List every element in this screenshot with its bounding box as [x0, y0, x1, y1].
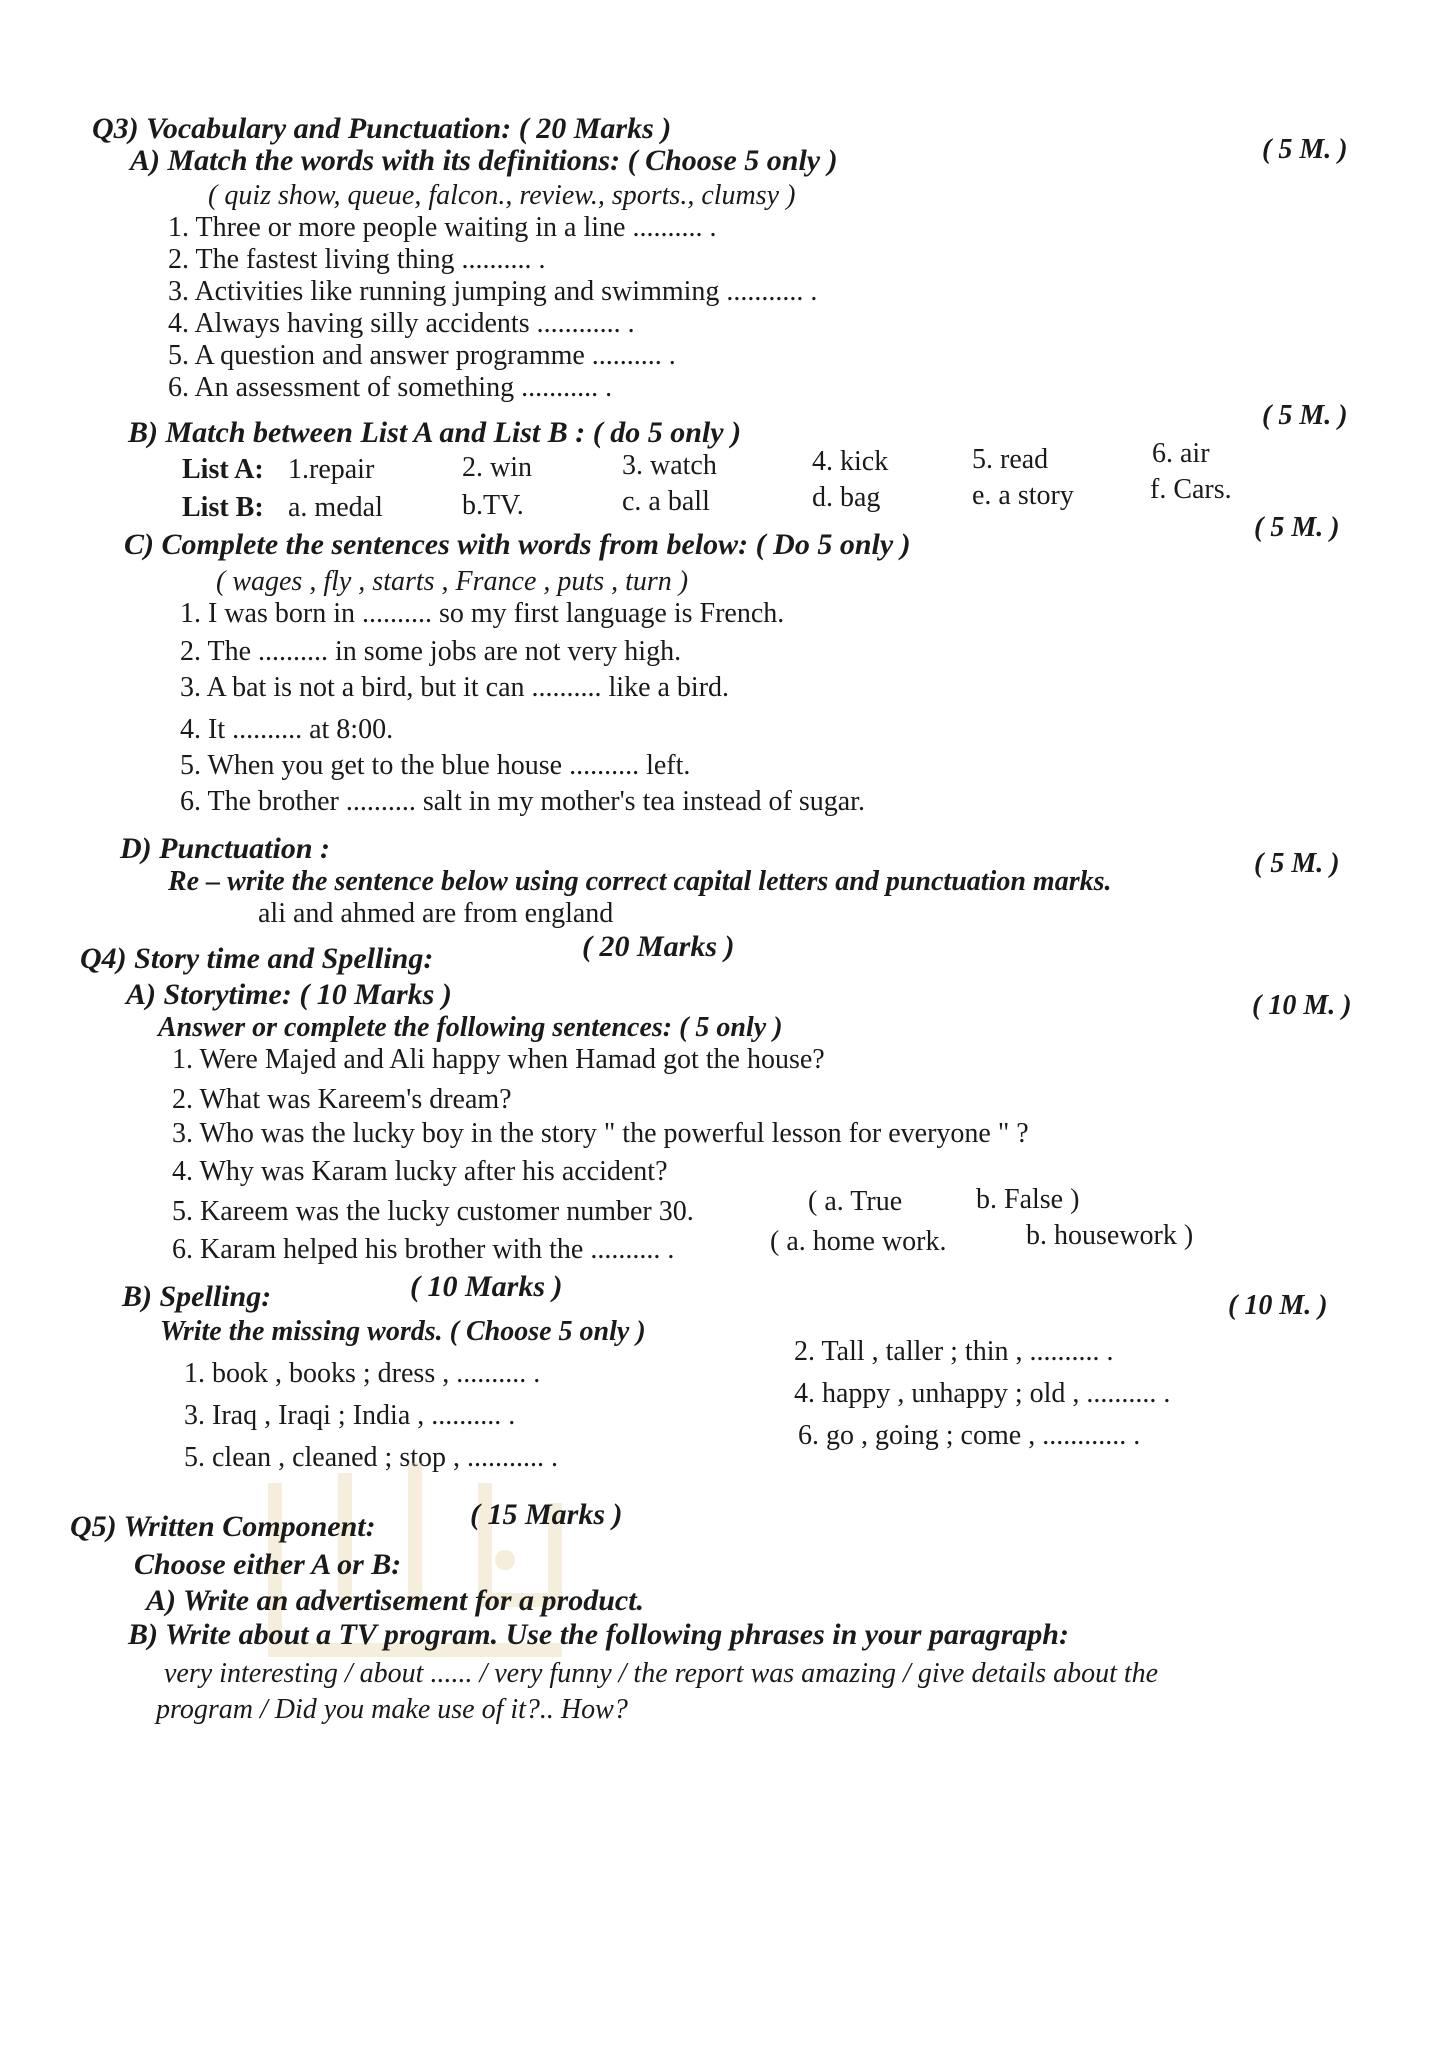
- q3a-item-1: 1. Three or more people waiting in a line .......... .: [168, 212, 717, 243]
- q3b-marks: ( 5 M. ): [1262, 400, 1348, 431]
- q4b-heading-marks: ( 10 Marks ): [410, 1270, 563, 1303]
- q3b-heading: B) Match between List A and List B : ( do 5 only ): [128, 416, 742, 449]
- list-a-item-3: 3. watch: [622, 450, 717, 481]
- list-a-item-6: 6. air: [1152, 438, 1210, 469]
- q5-option-b-heading: B) Write about a TV program. Use the following phrases in your paragraph:: [128, 1618, 1069, 1651]
- q3c-item-5: 5. When you get to the blue house .......... left.: [180, 750, 691, 781]
- q4a-heading: A) Storytime: ( 10 Marks ): [126, 978, 452, 1011]
- q3a-marks: ( 5 M. ): [1262, 134, 1348, 165]
- list-b-item-b: b.TV.: [462, 490, 524, 521]
- q3c-item-6: 6. The brother .......... salt in my mother's tea instead of sugar.: [180, 786, 865, 817]
- list-a-item-2: 2. win: [462, 452, 532, 483]
- list-a-item-1: 1.repair: [288, 454, 375, 485]
- q4b-item-1: 1. book , books ; dress , .......... .: [184, 1358, 541, 1389]
- q3c-item-1: 1. I was born in .......... so my first language is French.: [180, 598, 785, 629]
- q4b-item-6: 6. go , going ; come , ............ .: [798, 1420, 1141, 1451]
- q3a-item-6: 6. An assessment of something ........... .: [168, 372, 613, 403]
- q3c-marks: ( 5 M. ): [1254, 512, 1340, 543]
- q4b-instruction: Write the missing words. ( Choose 5 only ): [160, 1316, 646, 1347]
- q3d-marks: ( 5 M. ): [1254, 848, 1340, 879]
- list-b-item-f: f. Cars.: [1150, 474, 1232, 505]
- q5-option-b-phrases-line-1: very interesting / about ...... / very funny / the report was amazing / give details about the: [164, 1658, 1159, 1689]
- q4b-heading: B) Spelling:: [122, 1280, 272, 1313]
- q5-option-a: A) Write an advertisement for a product.: [146, 1584, 645, 1617]
- list-b-item-e: e. a story: [972, 480, 1074, 511]
- q4a-item-6-option-b: b. housework ): [1026, 1220, 1194, 1251]
- q5-title: Q5) Written Component:: [70, 1510, 376, 1543]
- q4a-item-6: 6. Karam helped his brother with the .......... .: [172, 1234, 675, 1265]
- q3c-word-bank: ( wages , fly , starts , France , puts , turn ): [216, 566, 689, 597]
- q5-title-marks: ( 15 Marks ): [470, 1498, 623, 1531]
- q4a-item-5: 5. Kareem was the lucky customer number 30.: [172, 1196, 694, 1227]
- q4-title: Q4) Story time and Spelling:: [80, 942, 434, 975]
- q4b-item-5: 5. clean , cleaned ; stop , ........... .: [184, 1442, 559, 1473]
- list-a-item-4: 4. kick: [812, 446, 889, 477]
- q3a-heading: A) Match the words with its definitions: ( Choose 5 only ): [130, 144, 838, 177]
- q4a-item-5-option-a: ( a. True: [808, 1186, 903, 1217]
- q3-title: Q3) Vocabulary and Punctuation: ( 20 Marks ): [92, 112, 672, 145]
- q4a-item-3: 3. Who was the lucky boy in the story " the powerful lesson for everyone " ?: [172, 1118, 1029, 1149]
- q3c-heading: C) Complete the sentences with words from below: ( Do 5 only ): [124, 528, 911, 561]
- q4b-marks: ( 10 M. ): [1228, 1290, 1328, 1321]
- q3a-item-5: 5. A question and answer programme .......... .: [168, 340, 676, 371]
- q3c-item-2: 2. The .......... in some jobs are not very high.: [180, 636, 682, 667]
- q3d-instruction: Re – write the sentence below using correct capital letters and punctuation marks.: [168, 866, 1112, 897]
- q3d-sentence: ali and ahmed are from england: [258, 898, 614, 929]
- q3c-item-3: 3. A bat is not a bird, but it can .......... like a bird.: [180, 672, 730, 703]
- list-b-item-d: d. bag: [812, 482, 881, 513]
- list-b-item-a: a. medal: [288, 492, 383, 523]
- q4a-instruction: Answer or complete the following sentences: ( 5 only ): [158, 1012, 783, 1043]
- q3a-item-3: 3. Activities like running jumping and swimming ........... .: [168, 276, 818, 307]
- q3a-item-2: 2. The fastest living thing .......... .: [168, 244, 546, 275]
- q4a-marks: ( 10 M. ): [1252, 990, 1352, 1021]
- q4a-item-2: 2. What was Kareem's dream?: [172, 1084, 512, 1115]
- q4-title-marks: ( 20 Marks ): [582, 930, 735, 963]
- q4b-item-2: 2. Tall , taller ; thin , .......... .: [794, 1336, 1114, 1367]
- q5-option-b-phrases-line-2: program / Did you make use of it?.. How?: [156, 1694, 628, 1725]
- q4a-item-6-option-a: ( a. home work.: [770, 1226, 947, 1257]
- q3c-item-4: 4. It .......... at 8:00.: [180, 714, 394, 745]
- list-b-label: List B:: [182, 492, 264, 523]
- q4b-item-4: 4. happy , unhappy ; old , .......... .: [794, 1378, 1171, 1409]
- q4a-item-1: 1. Were Majed and Ali happy when Hamad got the house?: [172, 1044, 825, 1075]
- q5-choose: Choose either A or B:: [134, 1548, 402, 1581]
- list-b-item-c: c. a ball: [622, 486, 710, 517]
- q3a-word-bank: ( quiz show, queue, falcon., review., sports., clumsy ): [208, 180, 796, 211]
- q4a-item-4: 4. Why was Karam lucky after his accident?: [172, 1156, 668, 1187]
- q3d-heading: D) Punctuation :: [120, 832, 331, 865]
- q4a-item-5-option-b: b. False ): [976, 1184, 1080, 1215]
- list-a-label: List A:: [182, 454, 264, 485]
- list-a-item-5: 5. read: [972, 444, 1049, 475]
- q3a-item-4: 4. Always having silly accidents ............ .: [168, 308, 635, 339]
- q4b-item-3: 3. Iraq , Iraqi ; India , .......... .: [184, 1400, 516, 1431]
